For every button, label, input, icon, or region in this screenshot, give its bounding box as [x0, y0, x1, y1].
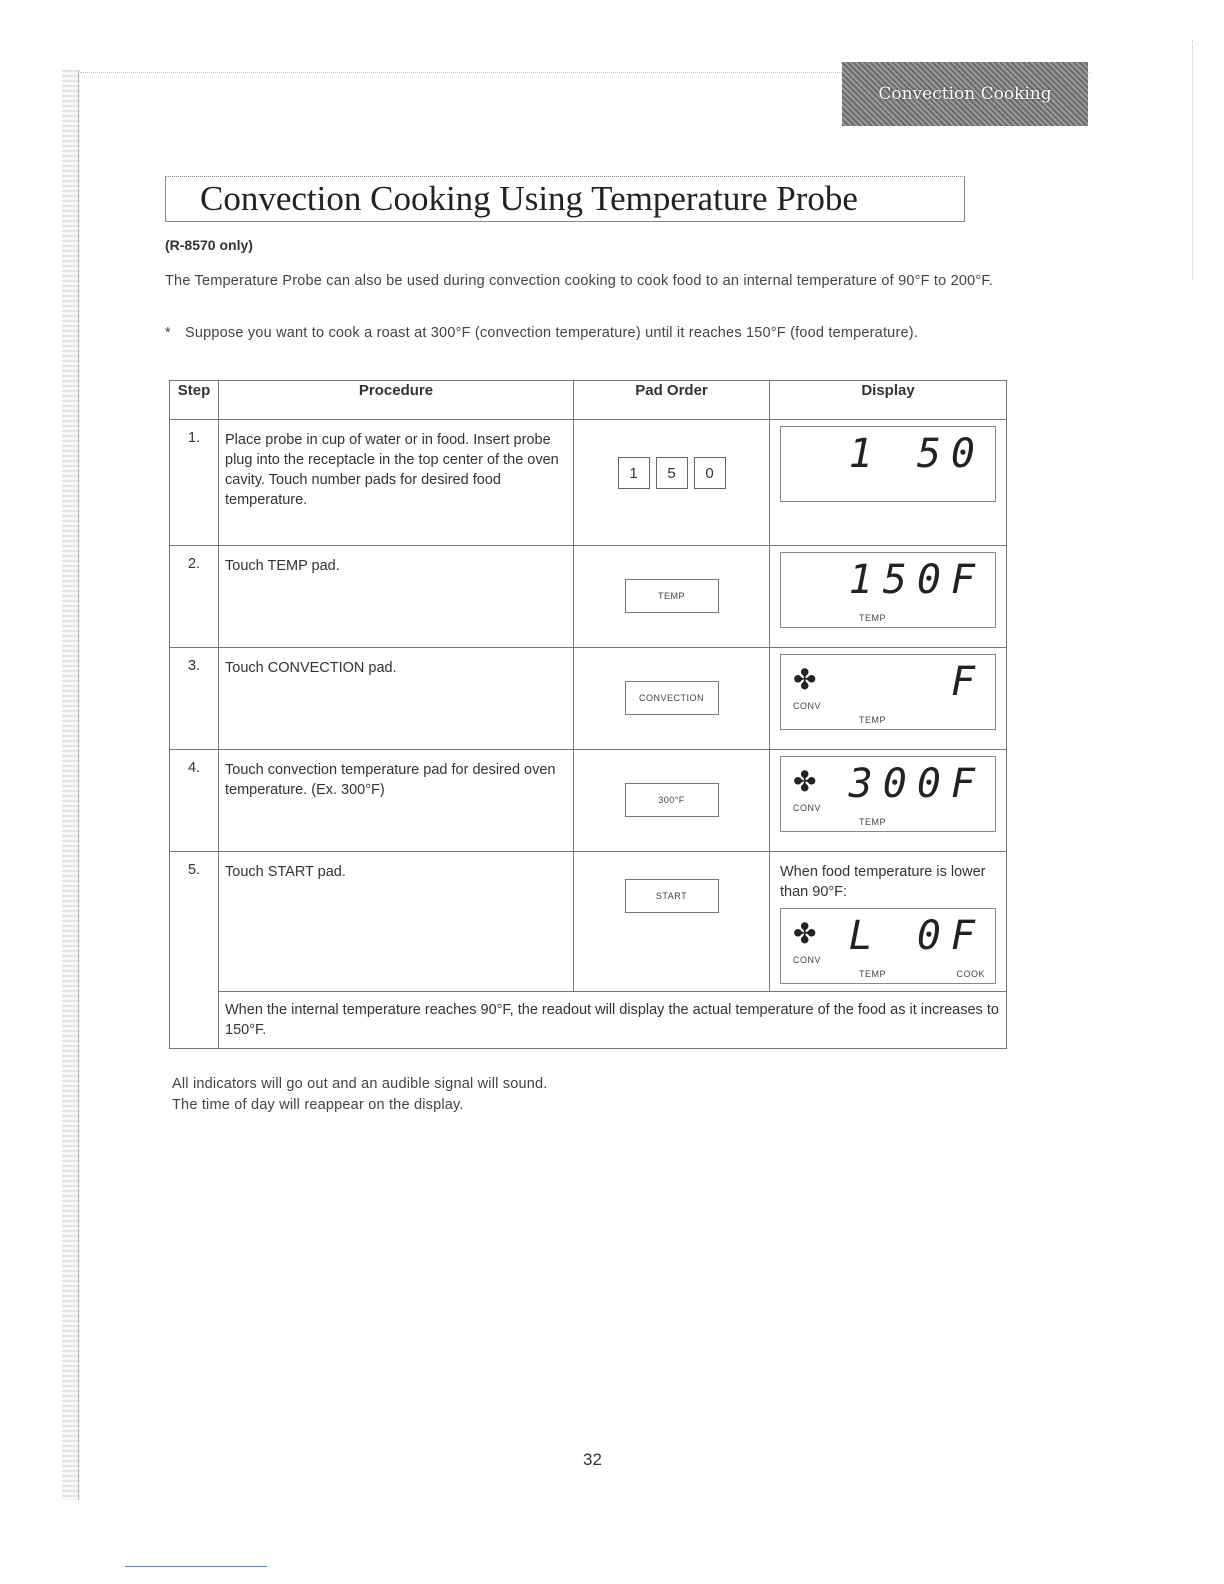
table-row: [170, 852, 1007, 992]
number-pad-5[interactable]: 5: [656, 457, 688, 489]
table-row: [170, 992, 1007, 1049]
number-pad-1[interactable]: 1: [618, 457, 650, 489]
step-number: 1.: [170, 420, 219, 546]
step-procedure: Place probe in cup of water or in food. Insert probe plug into the receptacle in the top center of the oven cavity. Touch number pads for desired food temperature.: [219, 420, 574, 546]
temp-pad[interactable]: TEMP: [625, 579, 719, 613]
number-pad-0[interactable]: 0: [694, 457, 726, 489]
after-line-2: The time of day will reappear on the display.: [172, 1097, 464, 1113]
pad-order-cell: [574, 546, 770, 648]
display-cell: [770, 420, 1007, 546]
header-pad-order: Pad Order: [574, 381, 770, 420]
lcd-display: [780, 756, 996, 832]
lcd-conv-indicator: CONV: [793, 955, 822, 965]
step-number: 2.: [170, 546, 219, 648]
section-header-tab: [842, 62, 1088, 126]
footer-rule: [125, 1566, 267, 1567]
pad-order-cell: [574, 648, 770, 750]
after-instructions: [172, 1074, 548, 1116]
final-note: When the internal temperature reaches 90°F, the readout will display the actual temperature of the food as it increases to 150°F.: [219, 992, 1007, 1049]
display-cell: [770, 648, 1007, 750]
lcd-digits: 1 50: [848, 431, 985, 477]
step-procedure: Touch convection temperature pad for desired oven temperature. (Ex. 300°F): [219, 750, 574, 852]
fan-icon: ✤: [793, 664, 817, 695]
lcd-conv-indicator: CONV: [793, 701, 822, 711]
after-line-1: All indicators will go out and an audible signal will sound.: [172, 1076, 548, 1092]
number-pads: [575, 457, 768, 489]
page-left-rule: [78, 70, 79, 1500]
start-pad[interactable]: START: [625, 879, 719, 913]
header-display: Display: [770, 381, 1007, 420]
intro-paragraph: The Temperature Probe can also be used during convection cooking to cook food to an internal temperature of 90°F to 200°F.: [165, 273, 994, 289]
model-note: (R-8570 only): [165, 237, 253, 253]
step-procedure: Touch CONVECTION pad.: [219, 648, 574, 750]
lcd-display: [780, 908, 996, 984]
lcd-digits: F: [950, 659, 985, 705]
header-procedure: Procedure: [219, 381, 574, 420]
lcd-temp-indicator: TEMP: [859, 715, 887, 725]
convection-pad[interactable]: CONVECTION: [625, 681, 719, 715]
page-right-rule: [1192, 40, 1194, 280]
lcd-temp-indicator: TEMP: [859, 969, 887, 979]
display-condition-note: When food temperature is lower than 90°F:: [780, 864, 986, 900]
page-number: 32: [583, 1450, 602, 1469]
lcd-temp-indicator: TEMP: [859, 613, 887, 623]
lcd-digits: L 0F: [848, 913, 985, 959]
table-row: [170, 546, 1007, 648]
step-number: 4.: [170, 750, 219, 852]
lcd-cook-indicator: COOK: [956, 969, 985, 979]
convection-temp-pad[interactable]: 300°F: [625, 783, 719, 817]
pad-order-cell: [574, 750, 770, 852]
page-title: Convection Cooking Using Temperature Probe: [200, 179, 858, 218]
step-number: 3.: [170, 648, 219, 750]
lcd-display: [780, 426, 996, 502]
pad-order-cell: [574, 420, 770, 546]
table-row: [170, 648, 1007, 750]
table-row: [170, 420, 1007, 546]
lcd-digits: 150F: [848, 557, 985, 603]
header-step: Step: [170, 381, 219, 420]
lcd-digits: 300F: [848, 761, 985, 807]
lcd-display: [780, 654, 996, 730]
title-box: [165, 176, 965, 222]
fan-icon: ✤: [793, 766, 817, 797]
steps-table: [169, 380, 1007, 1049]
step-number: 5.: [170, 852, 219, 1049]
table-header-row: [170, 381, 1007, 420]
pad-order-cell: [574, 852, 770, 992]
fan-icon: ✤: [793, 918, 817, 949]
example-text: Suppose you want to cook a roast at 300°F (convection temperature) until it reaches 150°F (food temperature).: [185, 325, 918, 341]
display-cell: [770, 750, 1007, 852]
lcd-conv-indicator: CONV: [793, 803, 822, 813]
section-header-label: Convection Cooking: [878, 84, 1052, 104]
step-procedure: Touch TEMP pad.: [219, 546, 574, 648]
display-cell: [770, 546, 1007, 648]
example-bullet: *: [165, 325, 171, 341]
display-cell: [770, 852, 1007, 992]
table-row: [170, 750, 1007, 852]
lcd-display: [780, 552, 996, 628]
lcd-temp-indicator: TEMP: [859, 817, 887, 827]
step-procedure: Touch START pad.: [219, 852, 574, 992]
example-note: [165, 322, 1015, 344]
